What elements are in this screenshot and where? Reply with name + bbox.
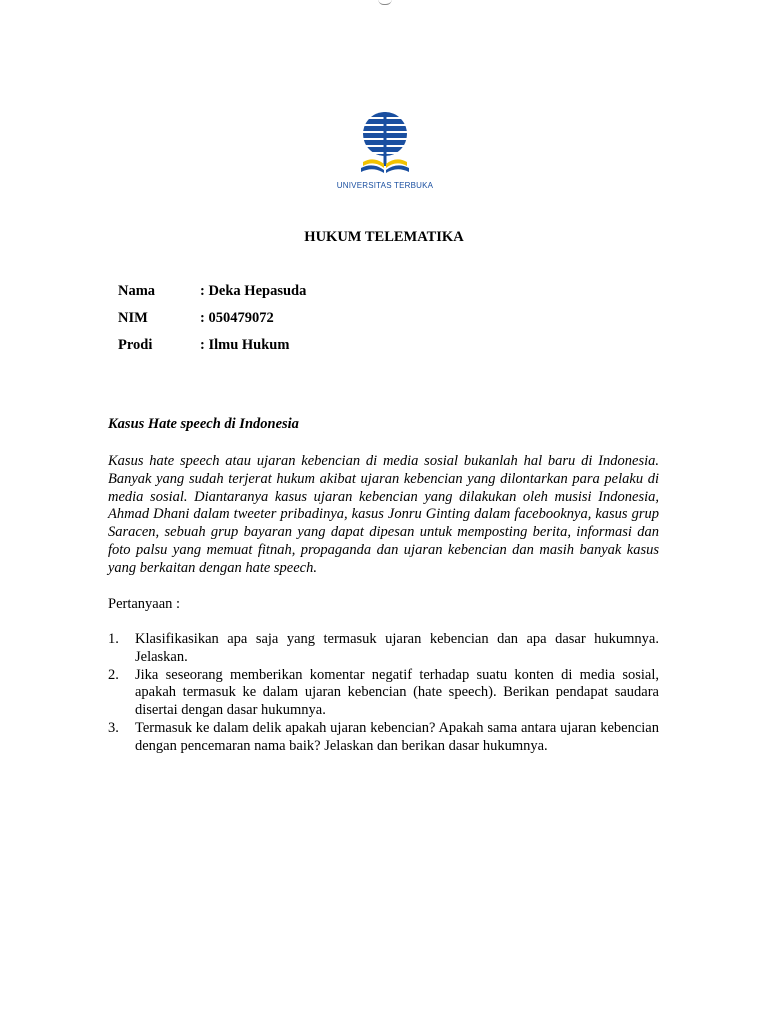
questions-list: [108, 631, 659, 756]
question-item: [108, 720, 659, 756]
case-heading: Kasus Hate speech di Indonesia: [108, 416, 299, 432]
question-item: [108, 667, 659, 720]
question-item: [108, 631, 659, 667]
page-top-mark: [378, 0, 392, 5]
question-text: Jika seseorang memberikan komentar negatif terhadap suatu konten di media sosial, apakah termasuk ke dalam ujaran kebencian (hate speech). Berikan pendapat saudara disertai dengan dasar hukumnya.: [135, 666, 659, 719]
info-value: : 050479072: [200, 310, 274, 326]
info-label: Prodi: [118, 337, 153, 353]
info-label: Nama: [118, 283, 156, 299]
info-value: : Ilmu Hukum: [200, 337, 290, 353]
student-info: [118, 283, 306, 364]
question-number: 1.: [108, 631, 119, 647]
document-title: HUKUM TELEMATIKA: [304, 229, 464, 245]
info-value: : Deka Hepasuda: [200, 283, 307, 299]
student-info-row-name: [118, 283, 306, 310]
questions-label: Pertanyaan :: [108, 596, 181, 612]
university-logo: [330, 110, 440, 196]
student-info-row-prodi: [118, 337, 306, 364]
student-info-row-nim: [118, 310, 306, 337]
logo-text: UNIVERSITAS TERBUKA: [336, 181, 434, 190]
case-paragraph: Kasus hate speech atau ujaran kebencian di media sosial bukanlah hal baru di Indonesia. Banyak yang sudah terjerat hukum akibat ujaran kebencian yang dilontarkan para pelaku di media sosial. Diantaranya kasus ujaran kebencian yang dilakukan oleh musisi Indonesia, Ahmad Dhani dalam tweeter pribadinya, kasus Jonru Ginting dalam facebooknya, kasus grup Saracen, sebuah grup bayaran yang dapat dipesan untuk memposting berita, informasi dan foto palsu yang memuat fitnah, propaganda dan ujaran kebencian dan masih banyak kasus yang berkaitan dengan hate speech.: [108, 453, 659, 576]
university-emblem-icon: [357, 110, 413, 180]
question-number: 3.: [108, 719, 119, 736]
info-label: NIM: [118, 310, 148, 326]
question-number: 2.: [108, 666, 119, 683]
question-text: Termasuk ke dalam delik apakah ujaran kebencian? Apakah sama antara ujaran kebencian dengan pencemaran nama baik? Jelaskan dan berikan dasar hukumnya.: [135, 719, 659, 754]
question-text: Klasifikasikan apa saja yang termasuk ujaran kebencian dan apa dasar hukumnya. Jelaskan.: [135, 631, 659, 665]
